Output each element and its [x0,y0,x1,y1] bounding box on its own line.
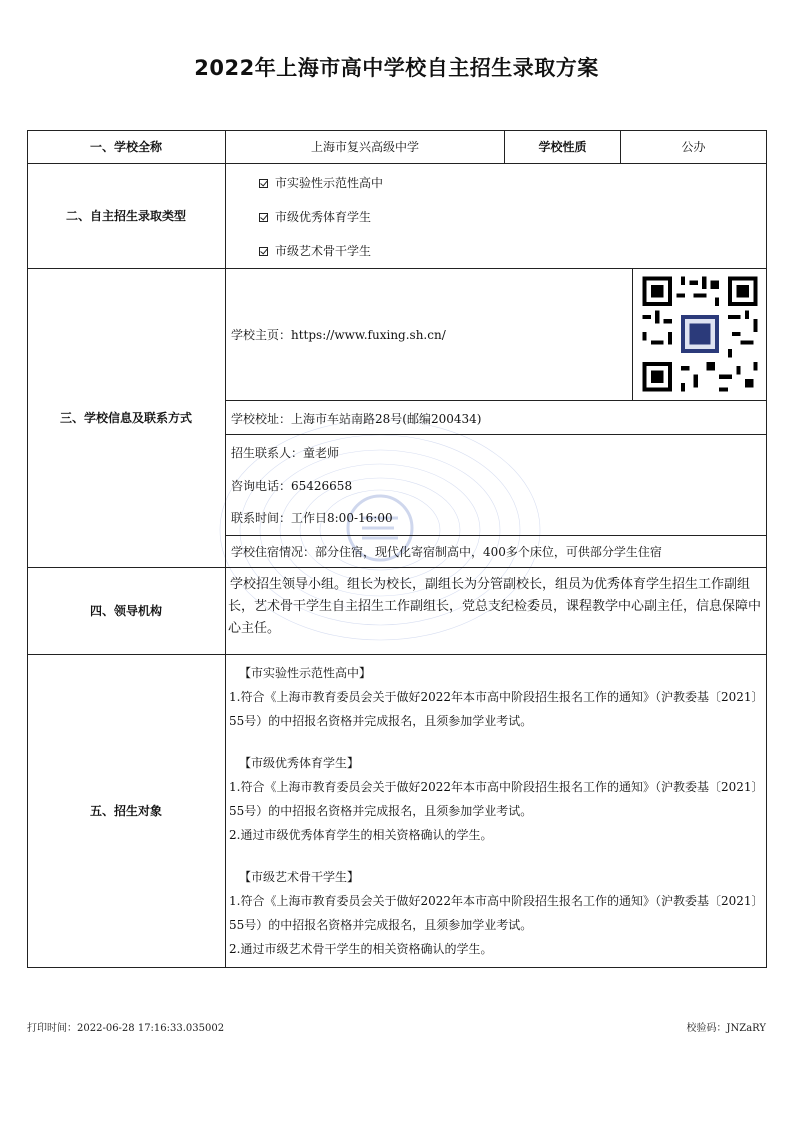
print-time: 打印时间：2022-06-28 17:16:33.035002 [27,1023,225,1034]
target-requirement: 1.符合《上海市教育委员会关于做好2022年本市高中阶段招生报名工作的通知》（沪教委基〔2021〕55号）的中招报名资格并完成报名，且须参加学业考试。 [229,690,758,728]
admission-types-label: 二、自主招生录取类型 [65,208,186,223]
address-text: 学校校址：上海市车站南路28号(邮编200434) [231,412,482,426]
admission-type-label: 市级优秀体育学生 [275,210,372,224]
school-name-label: 一、学校全称 [89,139,162,154]
target-requirement: 1.符合《上海市教育委员会关于做好2022年本市高中阶段招生报名工作的通知》（沪教委基〔2021〕55号）的中招报名资格并完成报名，且须参加学业考试。 [229,780,758,818]
homepage-text: 学校主页：https://www.fuxing.sh.cn/ [231,328,446,342]
checkbox-checked-icon [259,213,268,222]
target-section-heading: 【市级艺术骨干学生】 [239,870,360,884]
contact-person-text: 招生联系人：童老师 [231,446,340,460]
admission-type-item [259,174,383,193]
contact-label: 三、学校信息及联系方式 [59,410,192,425]
admission-type-item [259,242,371,261]
admission-type-label: 市级艺术骨干学生 [275,244,372,258]
targets-label: 五、招生对象 [89,803,162,818]
target-section-heading: 【市级优秀体育学生】 [239,756,360,770]
school-nature-value: 公办 [681,139,706,154]
target-requirement: 2.通过市级优秀体育学生的相关资格确认的学生。 [229,828,493,842]
admission-type-item [259,208,371,227]
checksum: 校验码：JNZaRY [686,1023,766,1034]
dorm-text: 学校住宿情况：部分住宿，现代化寄宿制高中，400多个床位，可供部分学生住宿 [231,545,662,559]
target-requirement: 1.符合《上海市教育委员会关于做好2022年本市高中阶段招生报名工作的通知》（沪教委基〔2021〕55号）的中招报名资格并完成报名，且须参加学业考试。 [229,894,758,932]
qr-code-icon [636,272,764,396]
phone-text: 咨询电话：65426658 [231,479,353,493]
target-section-heading: 【市实验性示范性高中】 [239,666,372,680]
qr-code [636,272,764,396]
school-nature-label: 学校性质 [538,139,587,154]
school-name-value: 上海市复兴高级中学 [310,139,419,154]
target-requirement: 2.通过市级艺术骨干学生的相关资格确认的学生。 [229,942,493,956]
hours-text: 联系时间：工作日8:00-16:00 [231,511,393,525]
document-title: 2022年上海市高中学校自主招生录取方案 [194,56,599,80]
checkbox-checked-icon [259,179,268,188]
leadership-label: 四、领导机构 [89,603,162,618]
leadership-text: 学校招生领导小组。组长为校长，副组长为分管副校长，组员为优秀体育学生招生工作副组长，艺术骨干学生自主招生工作副组长，党总支纪检委员，课程教学中心副主任，信息保障中心主任。 [228,577,762,636]
targets-content [229,661,763,961]
admission-type-label: 市实验性示范性高中 [275,176,384,190]
checkbox-checked-icon [259,247,268,256]
